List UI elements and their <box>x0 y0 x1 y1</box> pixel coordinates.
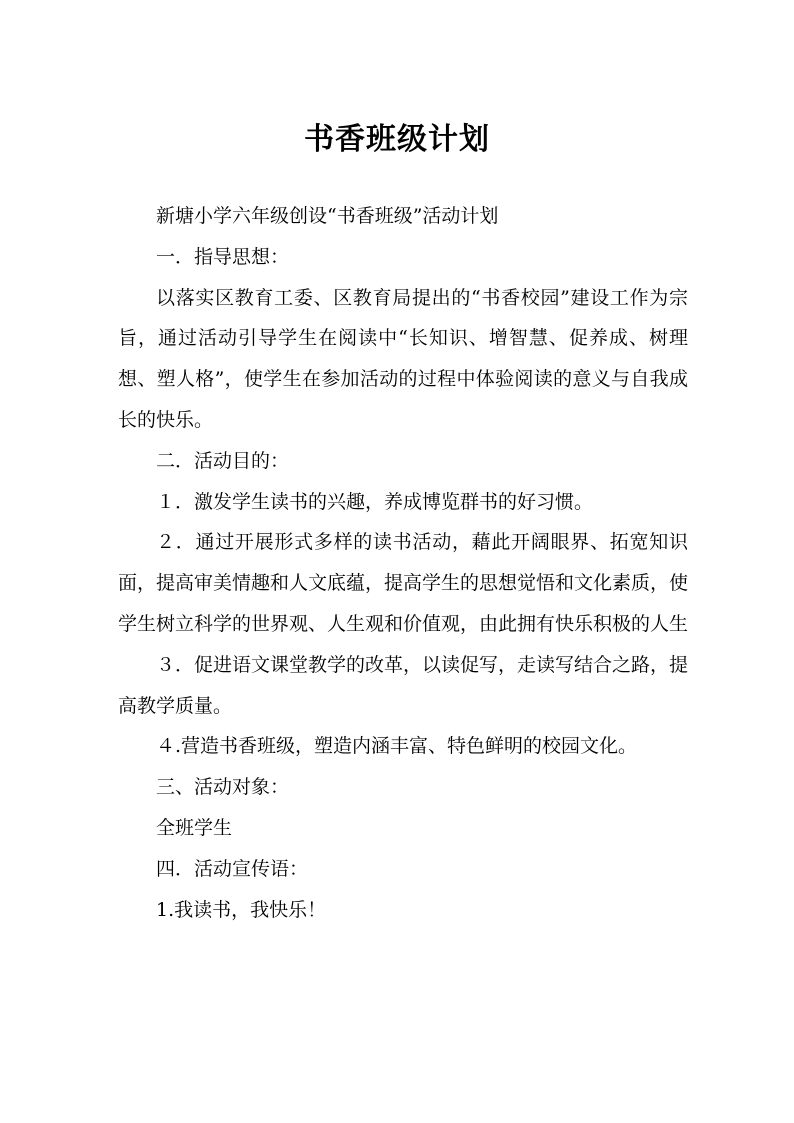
goal-item-3: ３．促进语文课堂教学的改革，以读促写，走读写结合之路，提高教学质量。 <box>118 653 689 717</box>
slogan-item-1: 1.我读书，我快乐！ <box>156 898 327 921</box>
document-body <box>118 196 688 930</box>
activity-target-text: 全班学生 <box>156 816 233 839</box>
section-heading-activity-goals: 二．活动目的： <box>156 449 290 472</box>
section-heading-guiding-ideology: 一．指导思想： <box>156 245 290 268</box>
guiding-ideology-text: 以落实区教育工委、区教育局提出的“书香校园”建设工作为宗旨，通过活动引导学生在阅读中“长知识、增智慧、促养成、树理想、塑人格”，使学生在参加活动的过程中体验阅读的意义与自我成长的快乐。 <box>118 286 688 431</box>
plan-subtitle: 新塘小学六年级创设“书香班级”活动计划 <box>156 205 499 227</box>
goal-item-2: ２．通过开展形式多样的读书活动，藉此开阔眼界、拓宽知识面，提高审美情趣和人文底蕴，提高学生的思想觉悟和文化素质，使学生树立科学的世界观、人生观和价值观，由此拥有快乐积极的人生 <box>118 531 689 635</box>
goal-item-4: ４.营造书香班级，塑造内涵丰富、特色鲜明的校园文化。 <box>156 735 638 758</box>
document-title: 书香班级计划 <box>304 122 490 158</box>
goal-item-1: １．激发学生读书的兴趣，养成博览群书的好习惯。 <box>156 490 594 513</box>
section-heading-slogans: 四．活动宣传语： <box>156 857 309 880</box>
section-heading-activity-target: 三、活动对象： <box>156 776 290 799</box>
